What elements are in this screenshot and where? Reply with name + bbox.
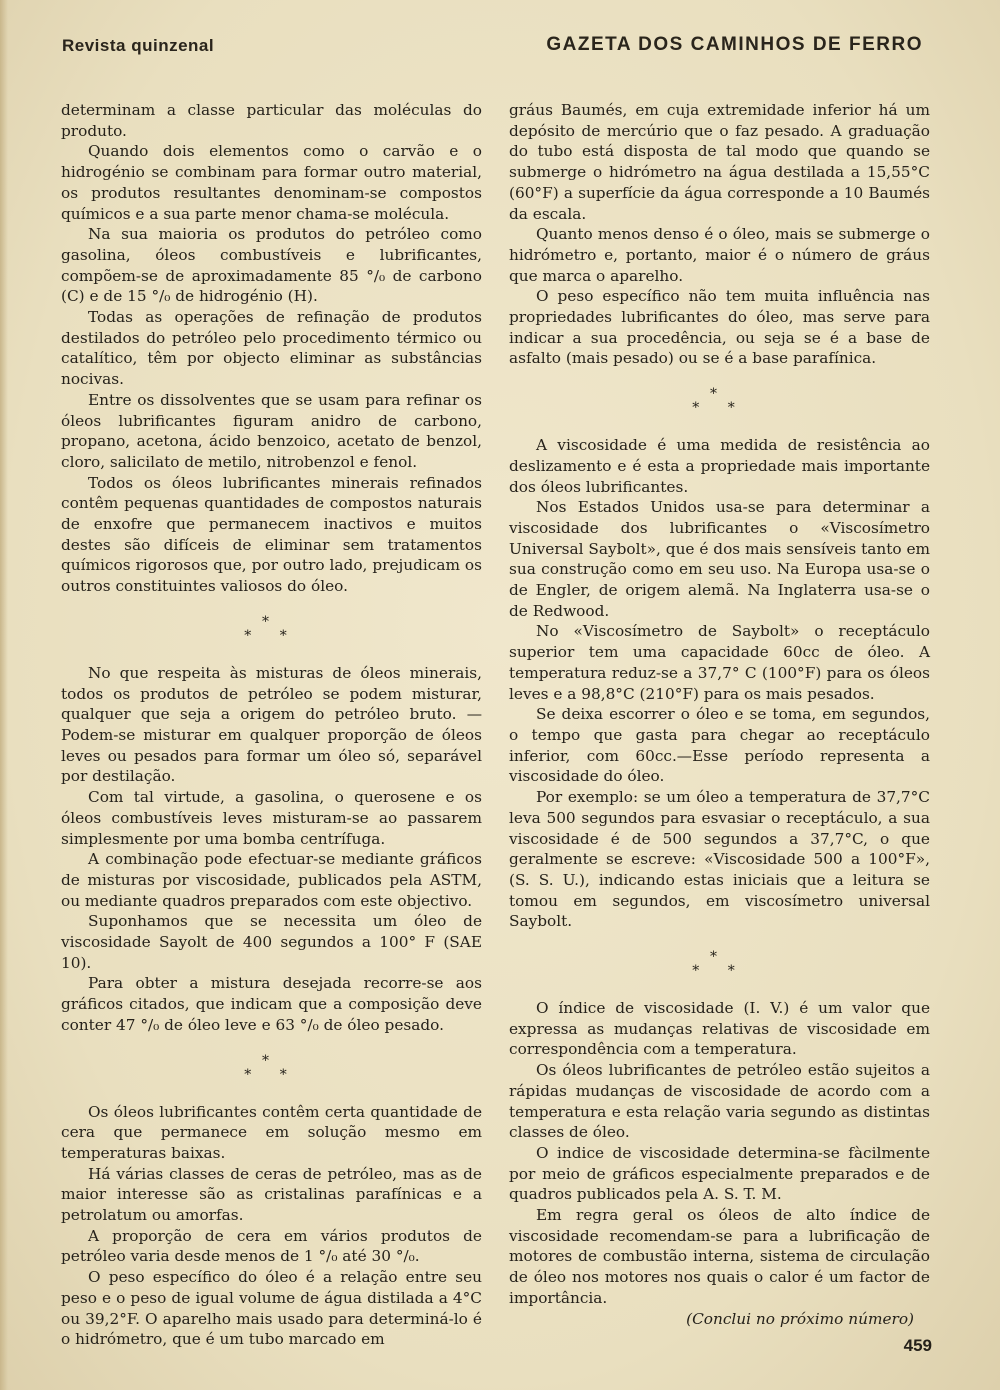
separator-top: * — [262, 613, 281, 630]
paragraph: Para obter a mistura desejada recorre-se aos gráficos citados, que indicam que a composição deve conter 47 °/₀ de óleo leve e 63 °/₀ de óleo pesado. — [61, 974, 482, 1034]
paragraph: Todos os óleos lubrificantes minerais refinados contêm pequenas quantidades de compostos naturais de enxofre que permanecem inactivos e muitos destes são difíceis de eliminar sem tratamentos químicos rigorosos que, por outro lado, prejudicam os outros constituintes valiosos do óleo. — [61, 473, 482, 596]
continuation-note: (Conclui no próximo número) — [686, 1309, 914, 1328]
right-column — [509, 100, 930, 1329]
paragraph: Entre os dissolventes que se usam para refinar os óleos lubrificantes figuram anidro de carbono, propano, acetona, ácido benzoico, acetato de benzol, cloro, salicilato de metilo, nitrobenzol e fenol. — [61, 390, 482, 471]
paragraph: Se deixa escorrer o óleo e se toma, em segundos, o tempo que gasta para chegar ao receptáculo inferior, com 60cc.—Esse período representa a viscosidade do óleo. — [509, 705, 930, 786]
paragraph: determinam a classe particular das moléculas do produto. — [61, 101, 482, 140]
paragraph: Quanto menos denso é o óleo, mais se submerge o hidrómetro e, portanto, maior é o número de gráus que marca o aparelho. — [509, 225, 930, 285]
paragraph: Há várias classes de ceras de petróleo, mas as de maior interesse são as cristalinas parafínicas e a petrolatum ou amorfas. — [61, 1164, 482, 1225]
paragraph: Em regra geral os óleos de alto índice de viscosidade recomendam-se para a lubrificação de motores de combustão interna, sistema de circulação de óleo nos motores nos quais o calor é um factor de importância. — [509, 1206, 930, 1307]
separator-bottom: * * — [692, 400, 747, 417]
paragraph: Por exemplo: se um óleo a temperatura de 37,7°C leva 500 segundos para esvasiar o receptáculo, a sua viscosidade é de 500 segundos a 37,7°C, o que geralmente se escreve: «Viscosidade 500 a 100°F», (S. S. U.), indicando estas iniciais que a leitura se tomou em segundos, em viscosímetro universal Saybolt. — [509, 788, 930, 931]
page-number: 459 — [903, 1336, 932, 1355]
section-separator — [509, 950, 930, 978]
paragraph: A combinação pode efectuar-se mediante gráficos de misturas por viscosidade, publicados pela ASTM, ou mediante quadros preparados com este objectivo. — [61, 850, 482, 910]
paragraph: Suponhamos que se necessita um óleo de viscosidade Sayolt de 400 segundos a 100° F (SAE 10). — [61, 912, 482, 972]
paragraph: Quando dois elementos como o carvão e o hidrogénio se combinam para formar outro material, os produtos resultantes denominam-se compostos químicos e a sua parte menor chama-se molécula. — [61, 142, 482, 223]
paragraph: Os óleos lubrificantes de petróleo estão sujeitos a rápidas mudanças de viscosidade de acordo com a temperatura e esta relação varia segundo as distintas classes de óleo. — [509, 1061, 930, 1142]
paragraph: Com tal virtude, a gasolina, o querosene e os óleos combustíveis leves misturam-se ao passarem simplesmente por uma bomba centrífuga. — [61, 788, 482, 848]
paragraph: O indice de viscosidade determina-se fàcilmente por meio de gráficos especialmente preparados e de quadros publicados pela A. S. T. M. — [509, 1143, 930, 1204]
separator-bottom: * * — [692, 963, 747, 980]
page-edge — [0, 0, 8, 1390]
paragraph: Nos Estados Unidos usa-se para determinar a viscosidade dos lubrificantes o «Viscosímetro Universal Saybolt», que é dos mais sensíveis tanto em sua construção como em seu uso. Na Europa usa-se o de Engler, de origem alemã. Na Inglaterra usa-se o de Redwood. — [509, 498, 930, 620]
section-separator — [509, 387, 930, 415]
separator-bottom: * * — [244, 627, 299, 644]
paragraph: A proporção de cera em vários produtos de petróleo varia desde menos de 1 °/₀ até 30 °/₀. — [61, 1226, 482, 1266]
paragraph: Na sua maioria os produtos do petróleo como gasolina, óleos combustíveis e lubrificantes, compõem-se de aproximadamente 85 °/₀ de carbono (C) e de 15 °/₀ de hidrogénio (H). — [61, 225, 482, 306]
paragraph: No «Viscosímetro de Saybolt» o receptáculo superior tem uma capacidade 60cc de óleo. A temperatura reduz-se a 37,7° C (100°F) para os óleos leves e a 98,8°C (210°F) para os mais pesados. — [509, 622, 930, 703]
paragraph: Os óleos lubrificantes contêm certa quantidade de cera que permanece em solução mesmo em temperaturas baixas. — [61, 1102, 482, 1162]
paragraph: gráus Baumés, em cuja extremidade inferior há um depósito de mercúrio que o faz pesado. A graduação do tubo está disposta de tal modo que quando se submerge o hidrómetro na água destilada a 15,55°C (60°F) a superfície da água corresponde a 10 Baumés da escala. — [509, 101, 930, 223]
paragraph: No que respeita às misturas de óleos minerais, todos os produtos de petróleo se podem misturar, qualquer que seja a origem do petróleo bruto. — Podem-se misturar em qualquer proporção de óleos leves ou pesados para formar um óleo só, separável por destilação. — [61, 663, 482, 786]
left-column — [61, 100, 482, 1350]
paragraph: O índice de viscosidade (I. V.) é um valor que expressa as mudanças relativas de viscosidade em correspondência com a temperatura. — [509, 999, 930, 1059]
separator-top: * — [262, 1052, 281, 1069]
paragraph: O peso específico não tem muita influência nas propriedades lubrificantes do óleo, mas serve para indicar a sua procedência, ou seja se é a base de asfalto (mais pesado) ou se é a base parafínica. — [509, 287, 930, 368]
paragraph: O peso específico do óleo é a relação entre seu peso e o peso de igual volume de água distilada a 4°C ou 39,2°F. O aparelho mais usado para determiná-lo é o hidrómetro, que é um tubo marcado em — [61, 1268, 482, 1349]
separator-top: * — [710, 386, 729, 403]
paragraph: Todas as operações de refinação de produtos destilados do petróleo pelo procedimento térmico ou catalítico, têm por objecto eliminar as substâncias nocivas. — [61, 308, 482, 389]
separator-top: * — [710, 949, 729, 966]
header-right: GAZETA DOS CAMINHOS DE FERRO — [546, 34, 923, 55]
separator-bottom: * * — [244, 1066, 299, 1083]
paragraph: A viscosidade é uma medida de resistência ao deslizamento e é esta a propriedade mais importante dos óleos lubrificantes. — [509, 436, 930, 496]
section-separator — [61, 1054, 482, 1082]
section-separator — [61, 615, 482, 643]
header-left: Revista quinzenal — [62, 36, 215, 55]
